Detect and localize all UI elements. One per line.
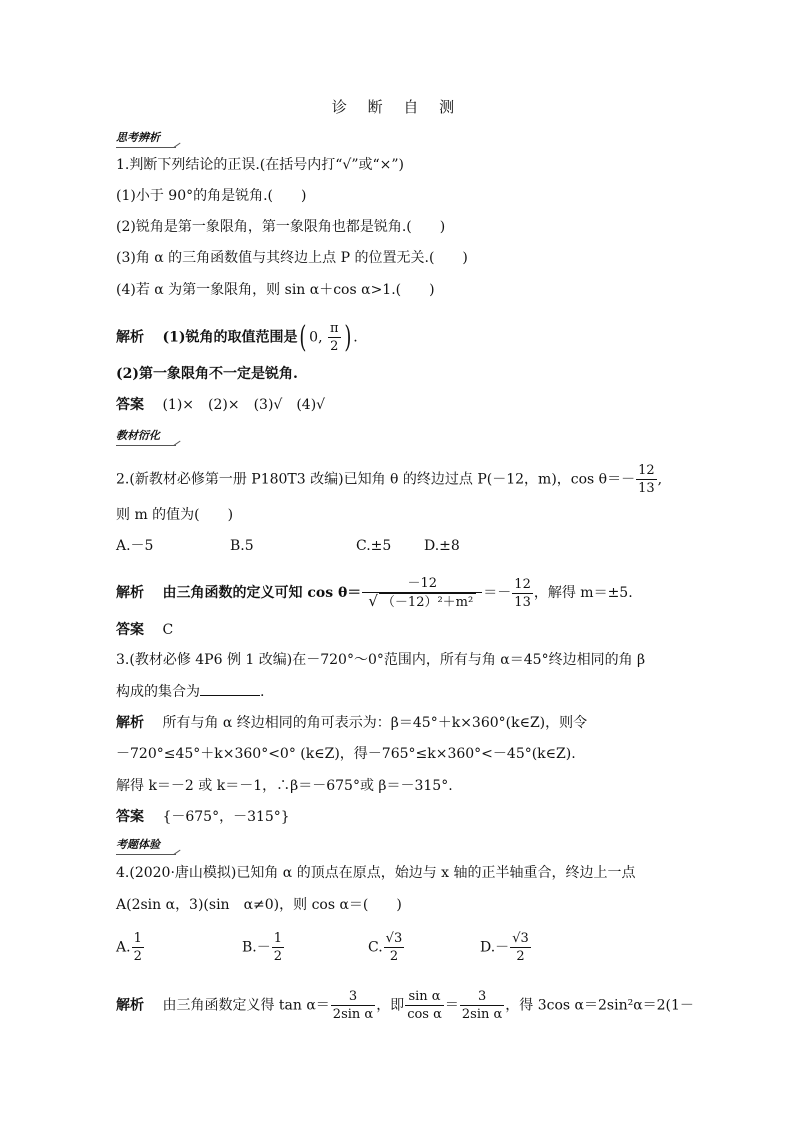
range-left: 0, bbox=[309, 329, 323, 346]
section-tag-textbook bbox=[116, 427, 160, 443]
option-d: D.－ $\frac{√3}{2}$ bbox=[480, 931, 529, 964]
q3-analysis-2: －720°≤45°＋k×360°<0° (k∈Z)，得－765°≤k×360°<－45°(k∈Z). bbox=[116, 746, 576, 762]
answer-text: {－675°，－315°} bbox=[162, 809, 290, 825]
section-tag-text: 教材衍化 bbox=[116, 429, 160, 442]
answer-text: C bbox=[162, 622, 174, 638]
q3-analysis-1: 解析 所有与角 α 终边相同的角可表示为：β＝45°＋k×360°(k∈Z)，则令 bbox=[116, 715, 588, 731]
q1-item-4: (4)若 α 为第一象限角，则 sin α＋cos α>1.( ) bbox=[116, 282, 435, 298]
q2-analysis: 解析 由三角函数的定义可知 cos θ＝ $\frac{-12}{\text{√ （－12）²＋m²}}$ ＝－ $\frac{12}{13}$ ，解得 m＝±5. bbox=[116, 576, 633, 610]
q2-options bbox=[116, 536, 460, 556]
option-a: A. $\frac{1}{2}$ bbox=[116, 931, 142, 964]
option-d: D.±8 bbox=[424, 538, 460, 554]
q1-stem: 1.判断下列结论的正误.(在括号内打“√”或“×”) bbox=[116, 157, 405, 173]
q3-stem-2: 构成的集合为 . bbox=[116, 681, 264, 702]
answer-label: 答案 bbox=[116, 809, 144, 825]
q4-stem-2: A(2sin α，3)(sin α≠0)，则 cos α＝( ) bbox=[116, 897, 402, 913]
q1-item-2: (2)锐角是第一象限角，第一象限角也都是锐角.( ) bbox=[116, 219, 446, 235]
fraction-cos: $\frac{-12}{\text{√ （－12）²＋m²}}$ bbox=[362, 575, 482, 611]
option-b: B.－ $\frac{1}{2}$ bbox=[242, 931, 283, 964]
q1-item-1: (1)小于 90°的角是锐角.( ) bbox=[116, 188, 307, 204]
q3-stem-1: 3.(教材必修 4P6 例 1 改编)在－720°～0°范围内，所有与角 α＝45°终边相同的角 β bbox=[116, 652, 646, 668]
q3-analysis-3: 解得 k＝－2 或 k＝－1，∴β＝－675°或 β＝－315°. bbox=[116, 778, 453, 794]
option-b: B.5 bbox=[230, 538, 254, 554]
option-c: C. $\frac{√3}{2}$ bbox=[368, 931, 403, 964]
option-a: A.－5 bbox=[116, 538, 154, 554]
q1-analysis-2: (2)第一象限角不一定是锐角. bbox=[116, 366, 298, 382]
answer-blank bbox=[200, 681, 260, 696]
answer-text: (1)× (2)× (3)√ (4)√ bbox=[162, 397, 326, 413]
analysis-label: 解析 bbox=[116, 585, 144, 601]
section-tag-thinking bbox=[116, 129, 160, 145]
q1-analysis-1: 解析 (1)锐角的取值范围是( 0, $\frac{\pi}{2}$ ) . bbox=[116, 319, 358, 355]
fraction-pi-over-2: $\frac{\pi}{2}$ bbox=[329, 321, 339, 354]
section-tag-text: 思考辨析 bbox=[116, 131, 160, 144]
q4-analysis: 解析 由三角函数定义得 tan α＝ $\frac{3}{\text{2sin α}}$ ，即 $\frac{\text{sin α}}{\text{cos α}}$ ＝ $\frac{3}{\text{2sin α}}$ ，得 3cos α＝2sin²α＝2(1－ bbox=[116, 989, 694, 1022]
section-tag-exam bbox=[116, 836, 160, 852]
q2-answer bbox=[116, 620, 173, 640]
q2-stem-2: 则 m 的值为( ) bbox=[116, 507, 234, 523]
fraction-12-13-b: $\frac{12}{13}$ bbox=[514, 576, 531, 610]
analysis-label: 解析 bbox=[116, 715, 144, 731]
q4-stem-1: 4.(2020·唐山模拟)已知角 α 的顶点在原点，始边与 x 轴的正半轴重合，终边上一点 bbox=[116, 865, 636, 881]
section-tag-text: 考题体验 bbox=[116, 838, 160, 851]
q3-answer bbox=[116, 807, 290, 827]
option-c: C.±5 bbox=[356, 538, 392, 554]
analysis-label: 解析 bbox=[116, 329, 144, 346]
fraction-12-13: $\frac{12}{13}$ bbox=[638, 463, 655, 496]
answer-label: 答案 bbox=[116, 622, 144, 638]
q1-item-3: (3)角 α 的三角函数值与其终边上点 P 的位置无关.( ) bbox=[116, 250, 468, 266]
analysis-text: (1)锐角的取值范围是 bbox=[162, 329, 298, 346]
q1-answer bbox=[116, 395, 325, 415]
q4-options bbox=[116, 930, 532, 965]
page-title: 诊 断 自 测 bbox=[331, 98, 463, 116]
answer-label: 答案 bbox=[116, 397, 144, 413]
analysis-label: 解析 bbox=[116, 997, 144, 1014]
q2-stem: 2.(新教材必修第一册 P180T3 改编)已知角 θ 的终边过点 P(－12，m)，cos θ＝－ $\frac{12}{13}$ , bbox=[116, 463, 663, 496]
